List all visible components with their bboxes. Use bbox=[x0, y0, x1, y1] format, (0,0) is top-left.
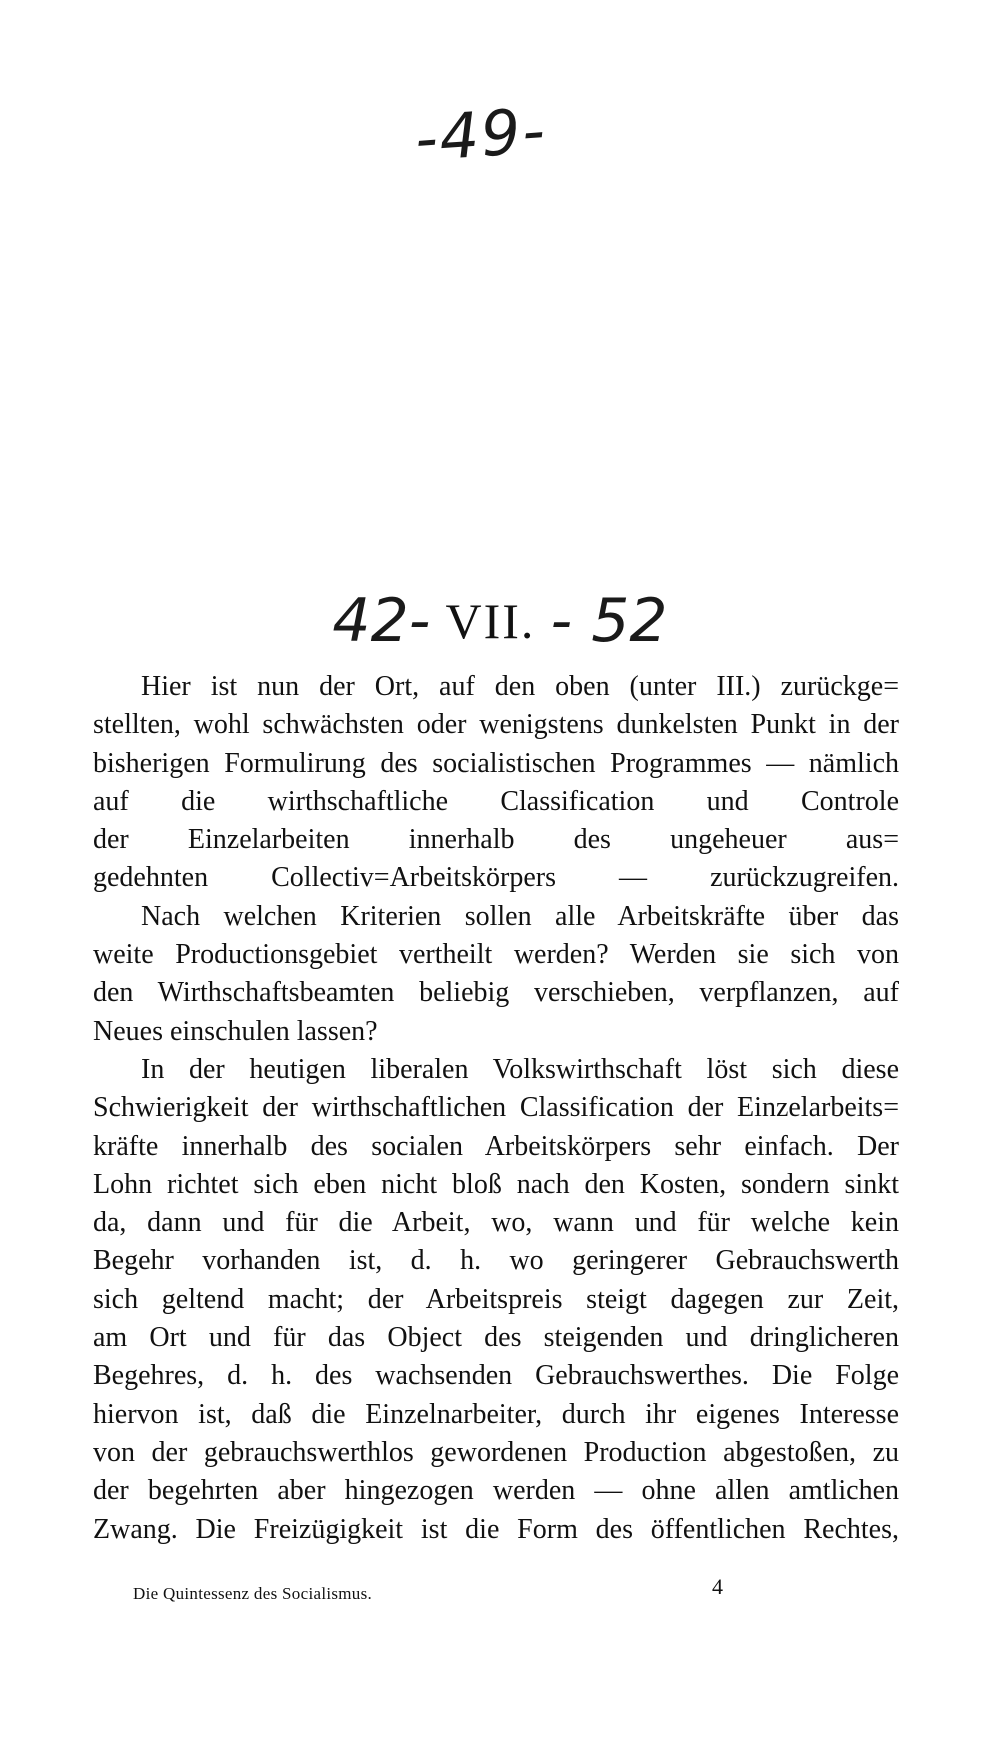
text-line: da, dann und für die Arbeit, wo, wann und für welche kein bbox=[93, 1207, 899, 1239]
text-line: Lohn richtet sich eben nicht bloß nach den Kosten, sondern sinkt bbox=[93, 1168, 899, 1200]
text-line: am Ort und für das Object des steigenden und dringlicheren bbox=[93, 1322, 899, 1354]
text-line: der begehrten aber hingezogen werden — ohne allen amtlichen bbox=[93, 1475, 899, 1507]
text-line: stellten, wohl schwächsten oder wenigstens dunkelsten Punkt in der bbox=[93, 709, 899, 741]
text-line: kräfte innerhalb des socialen Arbeitskörpers sehr einfach. Der bbox=[93, 1130, 899, 1162]
body-text bbox=[93, 668, 899, 1549]
text-line: Neues einschulen lassen? bbox=[93, 1015, 378, 1047]
text-line: auf die wirthschaftliche Classification und Controle bbox=[93, 785, 899, 817]
chapter-numeral: VII. bbox=[445, 593, 536, 649]
text-line: Hier ist nun der Ort, auf den oben (unter III.) zurückge= bbox=[141, 671, 899, 702]
handwritten-page-number: -49- bbox=[412, 93, 550, 176]
text-line: In der heutigen liberalen Volkswirthschaft löst sich diese bbox=[141, 1053, 899, 1085]
text-line: hiervon ist, daß die Einzelnarbeiter, durch ihr eigenes Interesse bbox=[93, 1398, 899, 1430]
text-line: von der gebrauchswerthlos gewordenen Production abgestoßen, zu bbox=[93, 1436, 899, 1468]
handwritten-note-right: - 52 bbox=[550, 586, 668, 656]
signature-mark: 4 bbox=[712, 1574, 723, 1599]
footer-running-title: Die Quintessenz des Socialismus. bbox=[133, 1584, 373, 1603]
text-line: sich geltend macht; der Arbeitspreis steigt dagegen zur Zeit, bbox=[93, 1283, 899, 1315]
text-line: Zwang. Die Freizügigkeit ist die Form des öffentlichen Rechtes, bbox=[93, 1513, 899, 1545]
handwritten-note-left: 42- bbox=[332, 586, 431, 656]
text-line: bisherigen Formulirung des socialistischen Programmes — nämlich bbox=[93, 747, 899, 779]
text-line: gedehnten Collectiv=Arbeitskörpers — zurückzugreifen. bbox=[93, 862, 899, 894]
text-line: Begehr vorhanden ist, d. h. wo geringerer Gebrauchswerth bbox=[93, 1245, 899, 1277]
text-line: Schwierigkeit der wirthschaftlichen Classification der Einzelarbeits= bbox=[93, 1092, 899, 1124]
text-line: weite Productionsgebiet vertheilt werden? Werden sie sich von bbox=[93, 939, 899, 971]
text-line: Begehres, d. h. des wachsenden Gebrauchswerthes. Die Folge bbox=[93, 1360, 899, 1392]
text-line: Nach welchen Kriterien sollen alle Arbeitskräfte über das bbox=[141, 900, 899, 932]
text-line: den Wirthschaftsbeamten beliebig verschieben, verpflanzen, auf bbox=[93, 977, 899, 1009]
chapter-heading bbox=[0, 586, 1000, 656]
text-line: der Einzelarbeiten innerhalb des ungeheuer aus= bbox=[93, 824, 899, 856]
